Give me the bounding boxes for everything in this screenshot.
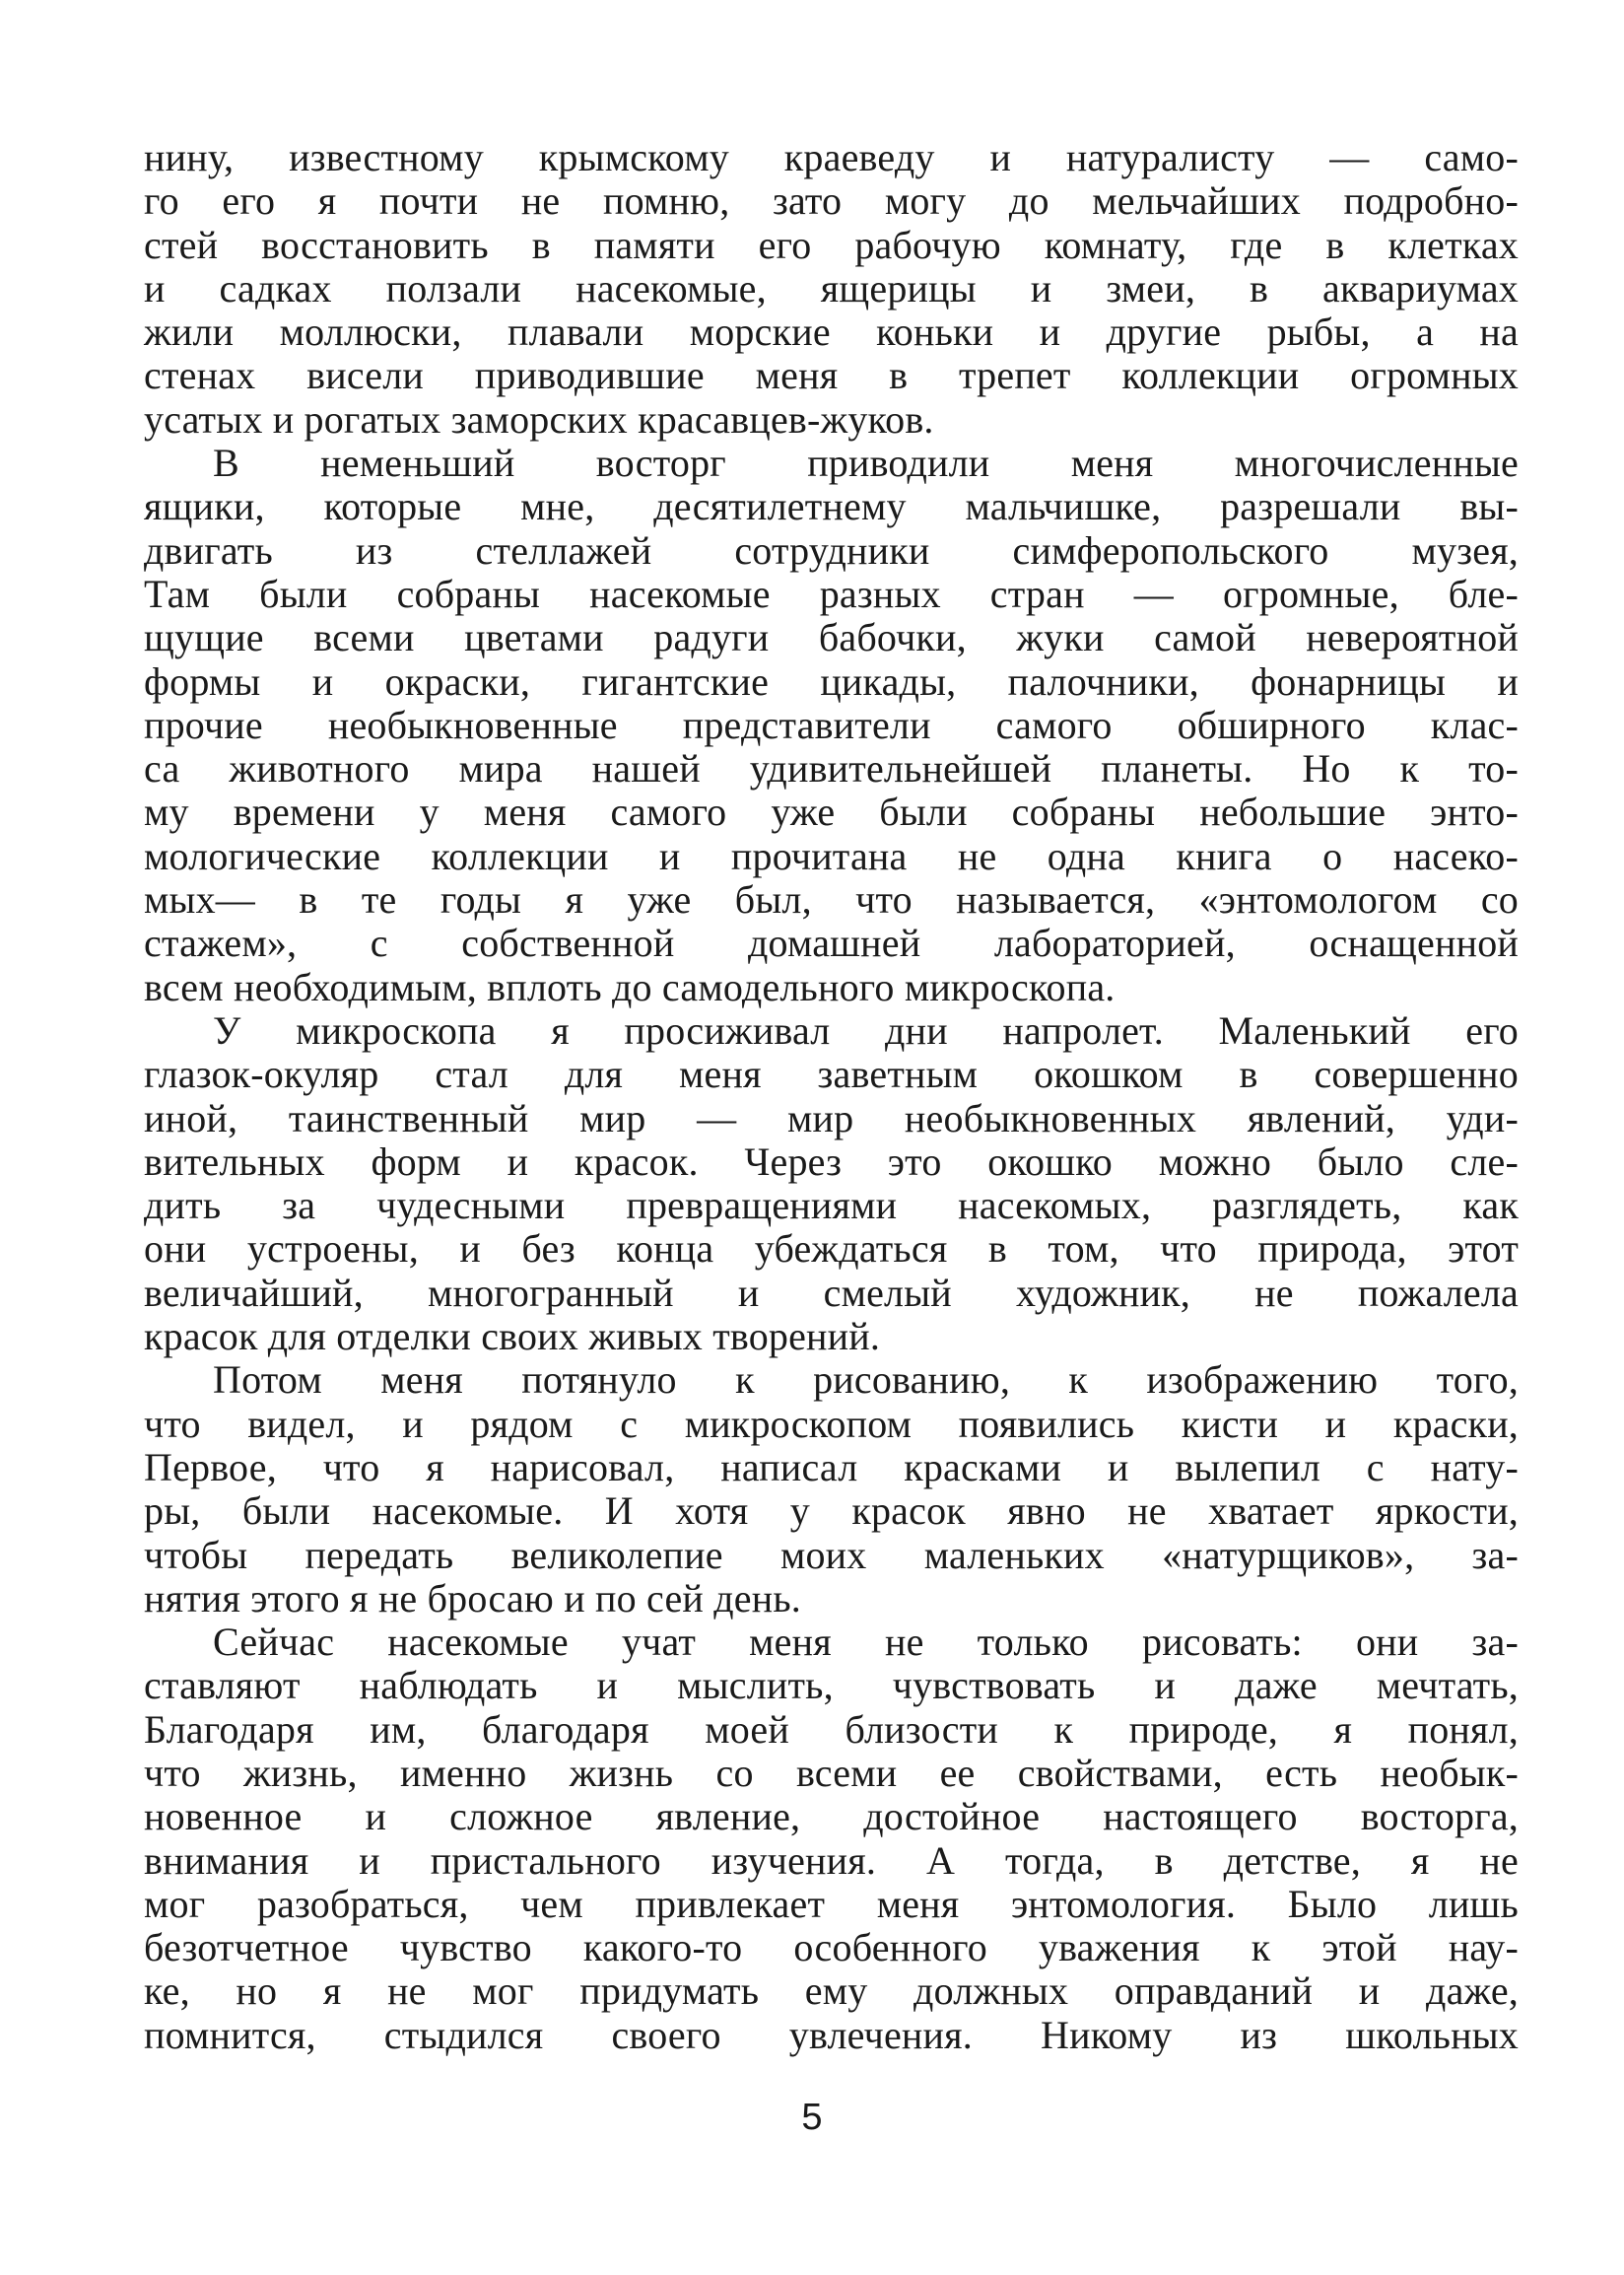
text-line: Там были собраны насекомые разных стран — огромные, бле- <box>144 571 1519 616</box>
text-line: и садках ползали насекомые, ящерицы и змеи, в аквариумах <box>144 265 1519 310</box>
text-line: величайший, многогранный и смелый художник, не пожалела <box>144 1270 1519 1315</box>
paragraph-4 <box>144 1358 1519 1620</box>
text-line: формы и окраски, гигантские цикады, палочники, фонарницы и <box>144 658 1519 704</box>
text-line: нятия этого я не бросаю и по сей день. <box>144 1575 801 1620</box>
text-line: мологические коллекции и прочитана не одна книга о насеко- <box>144 833 1519 878</box>
text-line: красок для отделки своих живых творений. <box>144 1314 881 1359</box>
text-line: го его я почти не помню, зато могу до мельчайших подробно- <box>144 178 1519 224</box>
text-line: щущие всеми цветами радуги бабочки, жуки самой невероятной <box>144 615 1519 660</box>
page-number: 5 <box>801 2097 823 2138</box>
paragraph-3 <box>144 1009 1519 1358</box>
paragraph-1 <box>144 136 1519 442</box>
text-line: двигать из стеллажей сотрудники симферопольского музея, <box>144 527 1519 573</box>
text-line: Потом меня потянуло к рисованию, к изображению того, <box>213 1357 1519 1403</box>
text-line: усатых и рогатых заморских красавцев-жуков. <box>144 396 934 442</box>
text-line: стажем», с собственной домашней лабораторией, оснащенной <box>144 921 1519 966</box>
text-line: чтобы передать великолепие моих маленьких «натурщиков», за- <box>144 1532 1519 1577</box>
text-line: что видел, и рядом с микроскопом появились кисти и краски, <box>144 1401 1519 1446</box>
text-line: нину, известному крымскому краеведу и натуралисту — само- <box>144 135 1519 179</box>
text-line: новенное и сложное явление, достойное настоящего восторга, <box>144 1794 1519 1839</box>
text-line: дить за чудесными превращениями насекомых, разглядеть, как <box>144 1183 1519 1228</box>
text-line: ке, но я не мог придумать ему должных оправданий и даже, <box>144 1968 1519 2014</box>
text-line: мых— в те годы я уже был, что называется, «энтомологом со <box>144 877 1519 923</box>
text-line: они устроены, и без конца убеждаться в том, что природа, этот <box>144 1226 1519 1272</box>
text-line: глазок-окуляр стал для меня заветным окошком в совершенно <box>144 1052 1519 1097</box>
text-line: са животного мира нашей удивительнейшей планеты. Но к то- <box>144 746 1519 792</box>
text-line: мог разобраться, чем привлекает меня энтомология. Было лишь <box>144 1881 1519 1926</box>
text-line: ставляют наблюдать и мыслить, чувствовать и даже мечтать, <box>144 1663 1519 1708</box>
text-line: всем необходимым, вплоть до самодельного микроскопа. <box>144 964 1116 1009</box>
text-line: стенах висели приводившие меня в трепет коллекции огромных <box>144 353 1519 398</box>
text-line: стей восстановить в памяти его рабочую комнату, где в клетках <box>144 222 1519 267</box>
text-line: внимания и пристального изучения. А тогда, в детстве, я не <box>144 1837 1519 1883</box>
text-line: помнится, стыдился своего увлечения. Никому из школьных <box>144 2012 1519 2057</box>
text-line: жили моллюски, плавали морские коньки и другие рыбы, а на <box>144 310 1519 355</box>
text-line: Первое, что я нарисовал, написал красками и вылепил с нату- <box>144 1444 1519 1489</box>
text-line: У микроскопа я просиживал дни напролет. Маленький его <box>213 1007 1519 1053</box>
text-line: прочие необыкновенные представители самого обширного клас- <box>144 702 1519 747</box>
text-line: вительных форм и красок. Через это окошко можно было сле- <box>144 1138 1519 1184</box>
text-line: что жизнь, именно жизнь со всеми ее свойствами, есть необык- <box>144 1750 1519 1795</box>
text-line: безотчетное чувство какого-то особенного уважения к этой нау- <box>144 1925 1519 1970</box>
text-line: Благодаря им, благодаря моей близости к природе, я понял, <box>144 1706 1519 1752</box>
paragraph-2 <box>144 442 1519 1009</box>
text-line: иной, таинственный мир — мир необыкновенных явлений, уди- <box>144 1095 1519 1140</box>
page-body <box>144 136 1519 2057</box>
text-line: ящики, которые мне, десятилетнему мальчишке, разрешали вы- <box>144 484 1519 529</box>
text-line: му времени у меня самого уже были собраны небольшие энто- <box>144 790 1519 835</box>
text-line: ры, были насекомые. И хотя у красок явно не хватает яркости, <box>144 1488 1519 1534</box>
text-line: Сейчас насекомые учат меня не только рисовать: они за- <box>213 1620 1519 1665</box>
paragraph-5 <box>144 1620 1519 2057</box>
text-line: В неменьший восторг приводили меня многочисленные <box>213 441 1519 486</box>
